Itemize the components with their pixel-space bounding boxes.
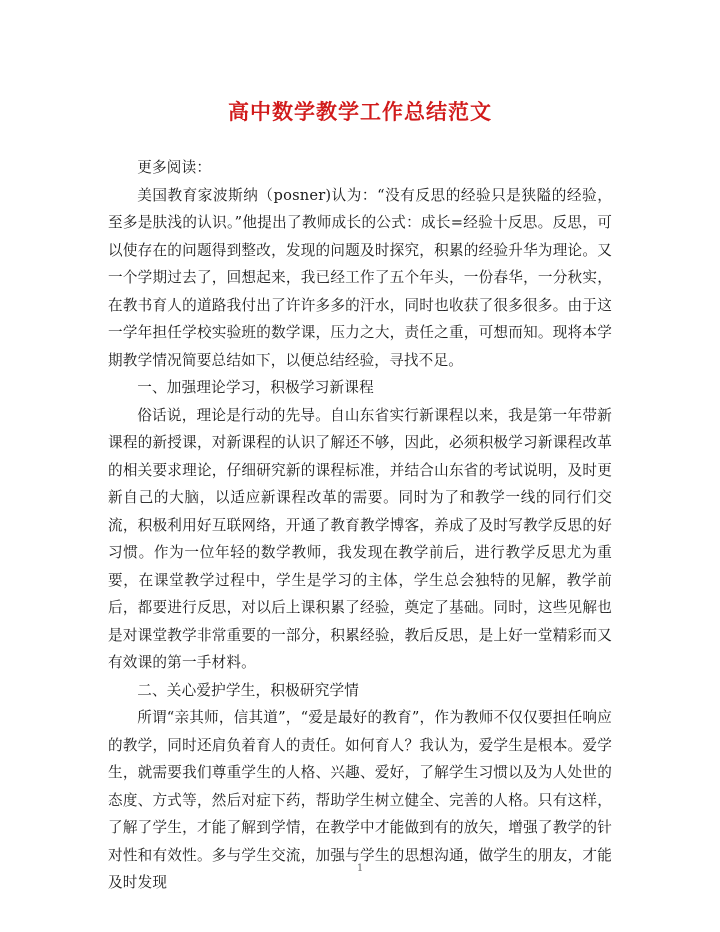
page-number: 1 (356, 863, 364, 874)
section-1-paragraph: 俗话说，理论是行动的先导。自山东省实行新课程以来，我是第一年带新课程的新授课，对新课程的认识了解还不够，因此，必须积极学习新课程改革的相关要求理论，仔细研究新的课程标准，并结合山东省的考试说明，及时更新自己的大脑，以适应新课程改革的需要。同时为了和教学一线的同行们交流，积极利用好互联网络，开通了教育教学博客，养成了及时写教学反思的好习惯。作为一位年轻的数学教师，我发现在教学前后，进行教学反思尤为重要，在课堂教学过程中，学生是学习的主体，学生总会独特的见解，教学前后，都要进行反思，对以后上课积累了经验，奠定了基础。同时，这些见解也是对课堂教学非常重要的一部分，积累经验，教后反思，是上好一堂精彩而又有效课的第一手材料。 (108, 406, 612, 671)
document-title: 高中数学教学工作总结范文 (228, 99, 492, 124)
intro-paragraph: 美国教育家波斯纳（posner)认为：“没有反思的经验只是狭隘的经验，至多是肤浅的认识。”他提出了教师成长的公式：成长=经验十反思。反思，可以使存在的问题得到整改，发现的问题及时探究，积累的经验升华为理论。又一个学期过去了，回想起来，我已经工作了五个年头，一份春华，一分秋实，在教书育人的道路我付出了许许多多的汗水，同时也收获了很多很多。由于这一学年担任学校实验班的数学课，压力之大，责任之重，可想而知。现将本学期教学情况简要总结如下，以便总结经验，寻找不足。 (108, 186, 612, 369)
more-reading-label: 更多阅读： (137, 159, 212, 176)
document-body (108, 154, 612, 897)
section-heading-2: 二、关心爱护学生，积极研究学情 (137, 681, 360, 699)
section-2-paragraph: 所谓“亲其师，信其道”，“爱是最好的教育”，作为教师不仅仅要担任响应的教学，同时还肩负着育人的责任。如何育人？我认为，爱学生是根本。爱学生，就需要我们尊重学生的人格、兴趣、爱好，了解学生习惯以及为人处世的态度、方式等，然后对症下药，帮助学生树立健全、完善的人格。只有这样，了解了学生，才能了解到学情，在教学中才能做到有的放矢，增强了教学的针对性和有效性。多与学生交流，加强与学生的思想沟通，做学生的朋友，才能及时发现 (108, 709, 612, 891)
section-heading-1: 一、加强理论学习，积极学习新课程 (137, 379, 374, 396)
